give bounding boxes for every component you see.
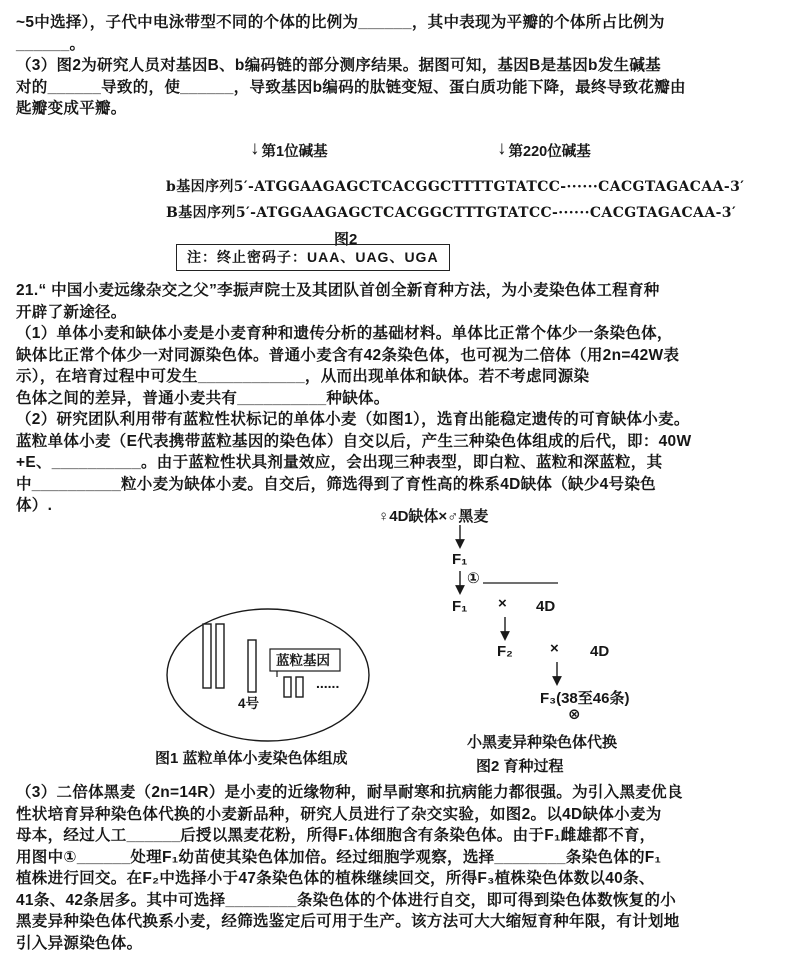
text-line: 性状培育异种染色体代换的小麦新品种，研究人员进行了杂交实验，如图2。以4D缺体小麦为 — [16, 805, 662, 823]
f1-label: F₁ — [452, 598, 468, 615]
text-line: （3）图2为研究人员对基因B、b编码链的部分测序结果。据图可知，基因B是基因b发生碱基 — [16, 57, 661, 74]
f3-label: F₃(38至46条) — [540, 690, 630, 707]
parent-4d-label: 4D — [590, 643, 610, 660]
text-line: ~5中选择），子代中电泳带型不同的个体的比例为______，其中表现为平瓣的个体所占比例为 — [16, 14, 665, 31]
text-line: （1）单体小麦和缺体小麦是小麦育种和遗传分析的基础材料。单体比正常个体少一条染色体， — [16, 325, 673, 342]
f2-label: F₂ — [497, 643, 513, 660]
intro-paragraph — [16, 12, 790, 120]
text-line: 对的______导致的，使______，导致基因b编码的肽链变短、蛋白质功能下降，最终导致花瓣由 — [16, 78, 686, 96]
question-21-part2 — [16, 409, 790, 517]
base-220-marker — [497, 140, 591, 161]
text-line: 体）. — [16, 497, 53, 514]
text-line: 21.“ 中国小麦远缘杂交之父”李振声院士及其团队首创全新育种方法，为小麦染色体工程育种 — [16, 282, 660, 299]
sequence-gene-B: B基因序列5′-ATGGAAGAGCTCACGGCTTTGTATCC-······CACGTAGACAA-3′ — [166, 205, 737, 221]
figure2-breeding-flowchart — [370, 503, 660, 781]
chromosome-bar — [296, 677, 303, 697]
text-line: 母本，经过人工______后授以黑麦花粉，所得F₁体细胞含有条染色体。由于F₁雌雄都不育， — [16, 827, 656, 844]
text-line: 用图中①______处理F₁幼苗使其染色体加倍。经过细胞学观察，选择________条染色体的F₁ — [16, 848, 662, 866]
text-line: 蓝粒单体小麦（E代表携带蓝粒基因的染色体）自交以后，产生三种染色体组成的后代，即：40W — [16, 432, 692, 450]
down-arrow-icon: ↓ — [497, 138, 507, 159]
dna-figure-caption: 图2 — [334, 231, 358, 248]
text-line: 中__________粒小麦为缺体小麦。自交后，筛选得到了育性高的株系4D缺体（缺少4号染色 — [16, 475, 656, 493]
text-line: ______。 — [16, 35, 86, 53]
dna-sequence-figure — [0, 140, 800, 278]
text-line: 匙瓣变成平瓣。 — [16, 100, 127, 117]
figure2-process-caption: 图2 育种过程 — [476, 758, 564, 775]
text-line: （3）二倍体黑麦（2n=14R）是小麦的近缘物种，耐旱耐寒和抗病能力都很强。为引入黑麦优良 — [16, 784, 683, 801]
stop-codon-note: 注：终止密码子：UAA、UAG、UGA — [176, 244, 450, 271]
question-21-part3 — [16, 782, 790, 954]
chromosome-bar — [203, 624, 211, 688]
ellipsis-dots: ...... — [316, 675, 340, 691]
figure1-cell-diagram — [148, 600, 398, 752]
text-line: 植株进行回交。在F₂中选择小于47条染色体的植株继续回交，所得F₃植株染色体数以40条、 — [16, 870, 655, 887]
chromosome-bar — [216, 624, 224, 688]
cross-sign: × — [498, 595, 507, 612]
chromosome-4-bar — [248, 640, 256, 692]
figure1-caption: 图1 蓝粒单体小麦染色体组成 — [155, 750, 348, 767]
blue-grain-gene-label: 蓝粒基因 — [276, 653, 330, 668]
f1-label: F₁ — [452, 551, 468, 568]
sequence-gene-b: b基因序列5′-ATGGAAGAGCTCACGGCTTTTGTATCC-······CACGTAGACAA-3′ — [166, 179, 745, 195]
text-line: 示），在培育过程中可发生____________，从而出现单体和缺体。若不考虑同源染 — [16, 368, 590, 385]
step-1-circle: ① — [467, 570, 480, 587]
text-line: +E、__________。由于蓝粒性状具剂量效应，会出现三种表型，即白粒、蓝粒和深蓝粒，其 — [16, 454, 663, 471]
chromosome-4-label: 4号 — [238, 696, 260, 711]
parent-4d-label: 4D — [536, 598, 556, 615]
base-1-label: 第1位碱基 — [261, 144, 328, 160]
base-220-label: 第220位碱基 — [508, 144, 591, 160]
text-line: 色体之间的差异，普通小麦共有__________种缺体。 — [16, 389, 390, 407]
down-arrow-icon: ↓ — [250, 138, 260, 159]
chromosome-bar — [284, 677, 291, 697]
base-1-marker — [250, 140, 328, 161]
text-line: 41条、42条居多。其中可选择________条染色体的个体进行自交，即可得到染色体数恢复的小 — [16, 891, 677, 909]
selfing-icon: ⊗ — [568, 706, 581, 723]
cross-parents-label: ♀4D缺体×♂黑麦 — [378, 508, 489, 525]
cross-sign: × — [550, 640, 559, 657]
question-21-stem — [16, 280, 790, 323]
result-label: 小黑麦异种染色体代换 — [467, 734, 618, 751]
text-line: 黑麦异种染色体代换系小麦，经筛选鉴定后可用于生产。该方法可大大缩短育种年限，有计划地 — [16, 913, 680, 930]
question-21-part1 — [16, 323, 790, 409]
text-line: 开辟了新途径。 — [16, 303, 127, 321]
text-line: 缺体比正常个体少一对同源染色体。普通小麦含有42条染色体，也可视为二倍体（用2n=42W表 — [16, 346, 680, 364]
text-line: 引入异源染色体。 — [16, 934, 143, 952]
text-line: （2）研究团队利用带有蓝粒性状标记的单体小麦（如图1），选育出能稳定遗传的可育缺体小麦。 — [16, 411, 690, 428]
